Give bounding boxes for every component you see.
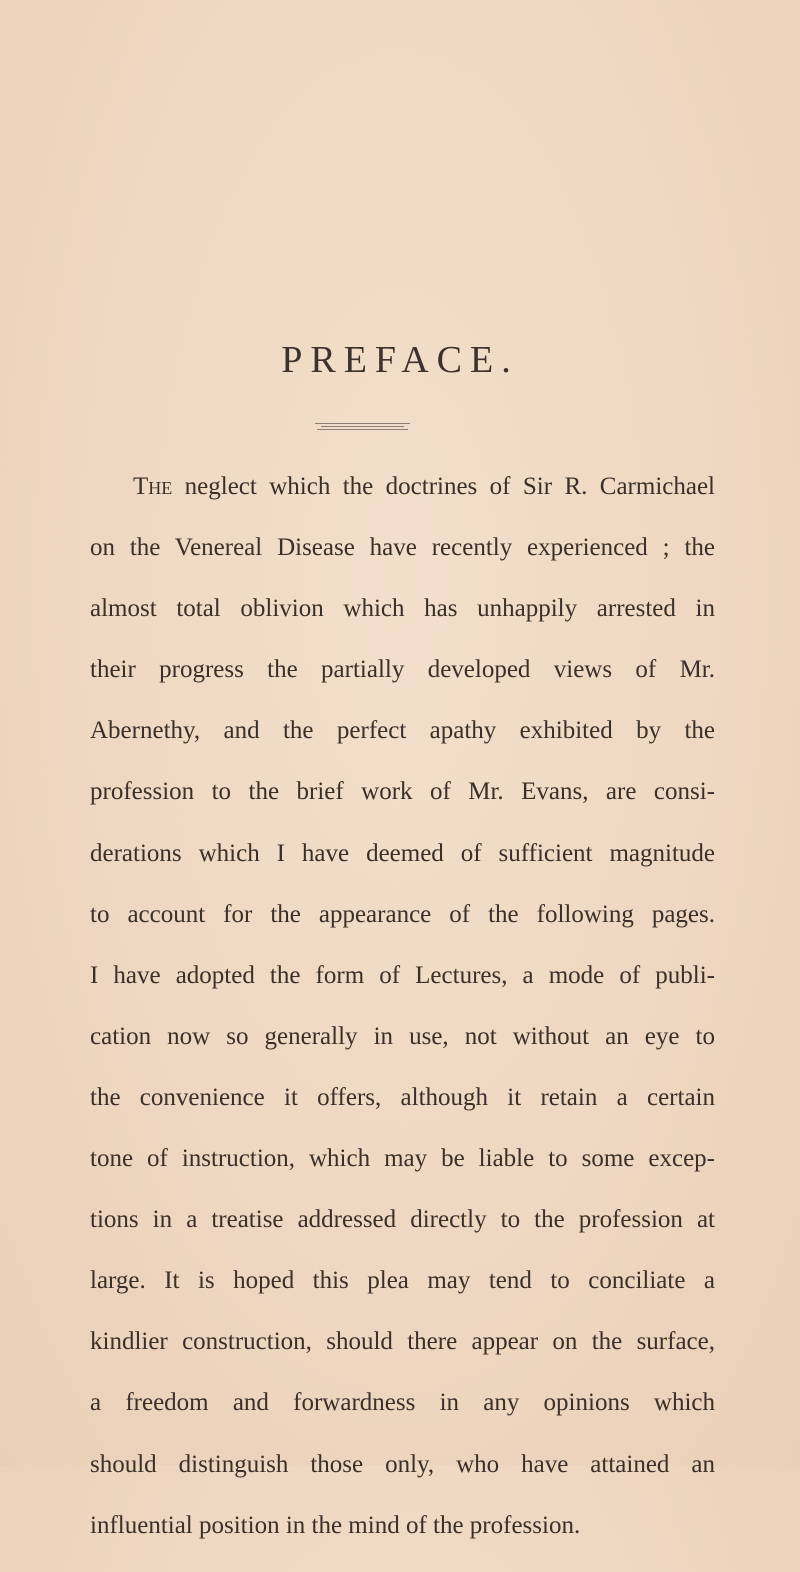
text-line: to account for the appearance of the following pages.: [90, 900, 715, 928]
text-line: The neglect which the doctrines of Sir R. Carmichael: [133, 473, 715, 500]
title-rule: [315, 423, 410, 432]
text-line: influential position in the mind of the profession.: [90, 1511, 581, 1539]
first-word: The: [133, 473, 173, 500]
text-line: tions in a treatise addressed directly to the profession at: [90, 1206, 715, 1234]
text-line: a freedom and forwardness in any opinions which: [90, 1389, 715, 1417]
text-line: large. It is hoped this plea may tend to conciliate a: [90, 1267, 715, 1295]
text-line: their progress the partially developed views of Mr.: [90, 656, 715, 684]
text-line: profession to the brief work of Mr. Evans, are consi-: [90, 778, 715, 806]
text-line: tone of instruction, which may be liable to some excep-: [90, 1145, 715, 1173]
preface-paragraph: [90, 472, 715, 1572]
page-title: PREFACE.: [281, 339, 519, 381]
text-line: derations which I have deemed of sufficient magnitude: [90, 839, 715, 867]
text-line: almost total oblivion which has unhappily arrested in: [90, 595, 715, 623]
text-line: on the Venereal Disease have recently experienced ; the: [90, 534, 715, 562]
text-line: cation now so generally in use, not without an eye to: [90, 1022, 715, 1050]
text-line: should distinguish those only, who have attained an: [90, 1450, 715, 1478]
text-line: the convenience it offers, although it retain a certain: [90, 1083, 715, 1111]
text-line: Abernethy, and the perfect apathy exhibited by the: [90, 717, 715, 745]
text-line: I have adopted the form of Lectures, a mode of publi-: [90, 961, 715, 989]
text-line: kindlier construction, should there appear on the surface,: [90, 1328, 715, 1356]
